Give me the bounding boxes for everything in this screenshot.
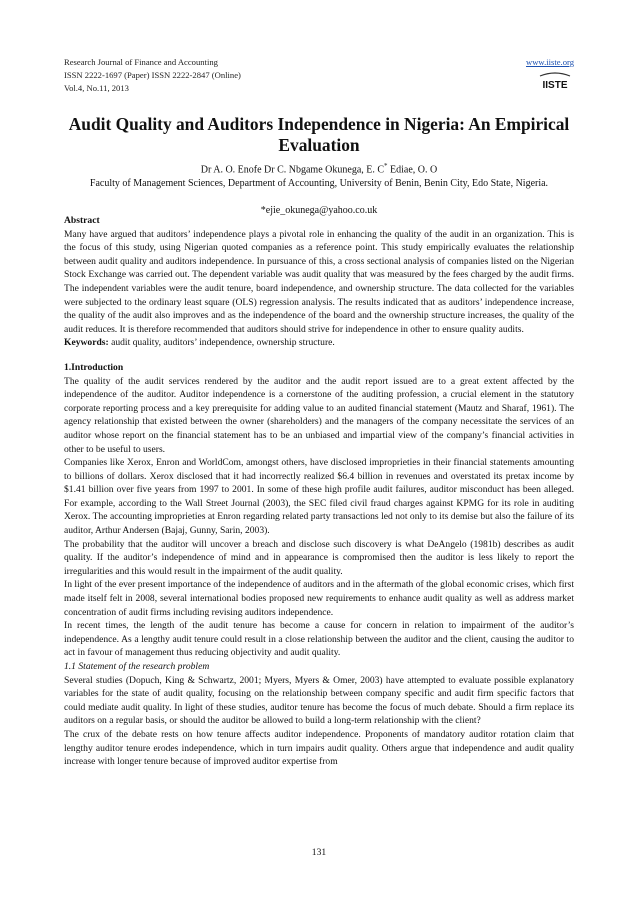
- corresponding-mark: *: [384, 162, 388, 170]
- intro-paragraph: In recent times, the length of the audit tenure has become a cause for concern in relation to impairment of the auditor’s independence. As a lengthy audit tenure could result in a close relationship between the auditor and the client, causing the auditor to act in favour of management thus reducing objectivity and audit quality.: [64, 620, 574, 659]
- research-problem-heading: 1.1 Statement of the research problem: [64, 661, 210, 672]
- keywords-text: audit quality, auditors’ independence, ownership structure.: [108, 337, 335, 349]
- paper-body: [64, 214, 574, 769]
- logo-text: IISTE: [542, 80, 568, 91]
- keywords-line: [64, 336, 574, 350]
- iiste-logo: [538, 70, 572, 92]
- authors-main: Dr A. O. Enofe Dr C. Nbgame Okunega, E. C: [200, 164, 385, 176]
- abstract-text: Many have argued that auditors’ independence plays a pivotal role in enhancing the quality of the audit in an organization. This is the focus of this study, using Nigerian quoted companies as a reference point. This study empirically evaluates the relationship between audit quality and auditors independence. In pursuance of this, a cross sectional analysis of companies listed on the Nigerian Stock Exchange was carried out. The dependent variable was audit quality that was measured by the fees charged by the audit firms. The independent variables were the audit tenure, board independence, and ownership structure. The data collected for the variables were subjected to the ordinary least square (OLS) regression analysis. The results indicated that as auditors’ independence increase, the quality of the audit also improves and as the independence of the board and the ownership structure increases, the quality of the audit reduces. It is therefore recommended that auditors should strive for independence in other to ensure quality audits.: [64, 228, 574, 335]
- intro-paragraph: Companies like Xerox, Enron and WorldCom, amongst others, have disclosed improprieties in their financial statements amounting to billions of dollars. Xerox disclosed that it had incorrectly realized $6.4 billion in revenues and overstated its pretax income by $1.41 billion over five years from 1997 to 2001. In some of these high profile audit failures, auditor misconduct has been alleged. For example, according to the Wall Street Journal (2003), the SEC filed civil fraud charges against KPMG for its role in auditing Xerox. The accounting improprieties at Enron regarding related party transactions led not only to its demise but also the failure of its auditor, Arthur Andersen (Bajaj, Gunny, Sarin, 2003).: [64, 457, 574, 537]
- research-paragraph: Several studies (Dopuch, King & Schwartz, 2001; Myers, Myers & Omer, 2003) have attempted to evaluate possible explanatory variables for the state of audit quality, focusing on the relationship between company specific and audit firm specific factors that could mediate audit quality. In light of these studies, auditor tenure has become the focus of much debate. Should a firm replace its auditors on a regular basis, or should the auditor be allowed to build a long-term relationship with the client?: [64, 674, 574, 727]
- author-list: [60, 160, 578, 176]
- research-paragraph: The crux of the debate rests on how tenure affects auditor independence. Proponents of mandatory auditor rotation claim that lengthy auditor tenure erodes independence, which in turn impairs audit quality. Others argue that independence and audit quality increase with longer tenure because of improved auditor expertise from: [64, 728, 574, 768]
- journal-issn: ISSN 2222-1697 (Paper) ISSN 2222-2847 (Online): [64, 70, 241, 80]
- page-number: 131: [311, 847, 327, 858]
- corresponding-email: *ejie_okunega@yahoo.co.uk: [260, 205, 378, 216]
- affiliation: Faculty of Management Sciences, Department of Accounting, University of Benin, Benin City, Edo State, Nigeria.: [89, 178, 549, 189]
- intro-paragraph: The quality of the audit services rendered by the auditor and the audit report issued are to a great extent affected by the independence of the auditor. Auditor independence is a cornerstone of the auditing profession, a crucial element in the statutory corporate reporting process and a key prerequisite for adding value to an audited financial statement (Mautz and Sharaf, 1961). The agency relationship that existed between the owner (shareholders) and the managers of the company necessitate the services of an auditor whose report on the financial statement has to be an unbiased and impartial view of the company’s financial activities in other to be useful to users.: [64, 375, 574, 455]
- intro-paragraph: The probability that the auditor will uncover a breach and disclose such discovery is what DeAngelo (1981b) describes as audit quality. If the auditor’s independence of mind and in appearance is compromised then the auditor is less likely to report the irregularities and this would result in the impairment of the audit quality.: [64, 538, 574, 577]
- journal-url-link[interactable]: www.iiste.org: [526, 57, 574, 67]
- paper-title: Audit Quality and Auditors Independence in Nigeria: An Empirical Evaluation: [68, 114, 570, 155]
- journal-volume: Vol.4, No.11, 2013: [64, 83, 129, 93]
- abstract-heading: Abstract: [64, 215, 100, 226]
- intro-paragraph: In light of the ever present importance of the independence of auditors and in the aftermath of the global economic crises, which first made itself felt in 2008, several international bodies proposed new requirements to enhance audit quality as well as address market concentration of audit firms including revising auditors independence.: [64, 579, 574, 618]
- keywords-label: Keywords:: [64, 337, 109, 349]
- introduction-heading: 1.Introduction: [64, 361, 124, 373]
- journal-name: Research Journal of Finance and Accounting: [64, 57, 218, 67]
- authors-tail: Ediae, O. O: [387, 164, 438, 176]
